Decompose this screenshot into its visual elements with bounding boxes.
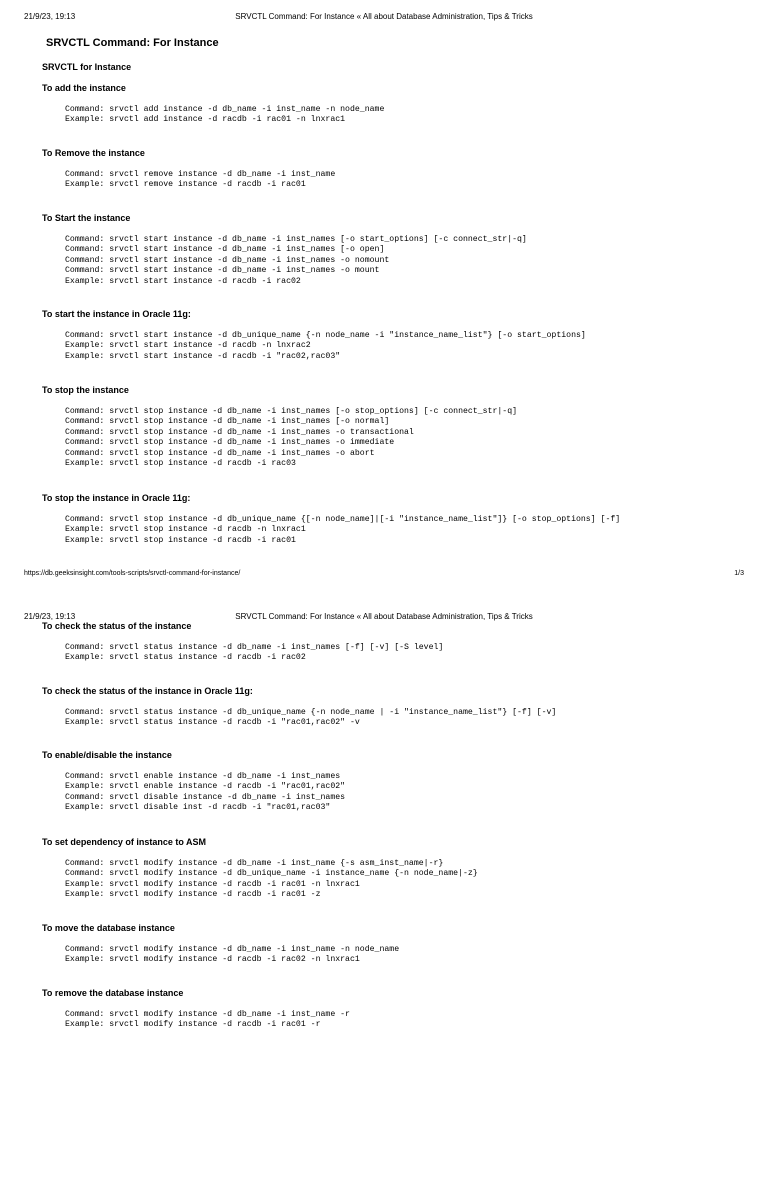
page-title: SRVCTL Command: For Instance — [46, 37, 219, 49]
code-block: Command: srvctl enable instance -d db_name -i inst_names Example: srvctl enable instance -d racdb -i "rac01,rac02" Command: srvctl disable instance -d db_name -i inst_names Example: srvctl disable inst -d racdb -i "rac01,rac03" — [65, 772, 346, 813]
section-add-instance — [42, 82, 742, 126]
section-heading: To enable/disable the instance — [42, 750, 172, 760]
print-date: 21/9/23, 19:13 — [24, 12, 76, 21]
section-remove-instance — [42, 147, 742, 191]
section-enable-disable-instance — [42, 749, 742, 814]
print-date: 21/9/23, 19:13 — [24, 612, 76, 621]
section-heading: To stop the instance in Oracle 11g: — [42, 493, 191, 503]
section-heading: To stop the instance — [42, 385, 129, 395]
code-block: Command: srvctl modify instance -d db_name -i inst_name {-s asm_inst_name|-r} Command: srvctl modify instance -d db_unique_name -i instance_name {-n node_name|-z} Example: srvctl modify instance -d racdb -i rac01 -n lnxrac1 Example: srvctl modify instance -d racdb -i rac01 -z — [65, 859, 478, 900]
code-block: Command: srvctl stop instance -d db_unique_name {[-n node_name]|[-i "instance_name_list"]} [-o stop_options] [-f] Example: srvctl stop instance -d racdb -n lnxrac1 Example: srvctl stop instance -d racdb -i rac01 — [65, 515, 621, 545]
code-block: Command: srvctl status instance -d db_unique_name {-n node_name | -i "instance_name_list"} [-f] [-v] Example: srvctl status instance -d racdb -i "rac01,rac02" -v — [65, 708, 557, 728]
section-remove-database-instance — [42, 987, 742, 1031]
document-title: SRVCTL Command: For Instance « All about Database Administration, Tips & Tricks — [235, 612, 533, 621]
section-start-instance-11g — [42, 308, 742, 362]
code-block: Command: srvctl add instance -d db_name -i inst_name -n node_name Example: srvctl add instance -d racdb -i rac01 -n lnxrac1 — [65, 105, 385, 125]
section-heading: To move the database instance — [42, 923, 175, 933]
code-block: Command: srvctl status instance -d db_name -i inst_names [-f] [-v] [-S level] Example: srvctl status instance -d racdb -i rac02 — [65, 643, 444, 663]
section-heading: To Remove the instance — [42, 148, 145, 158]
code-block: Command: srvctl remove instance -d db_name -i inst_name Example: srvctl remove instance -d racdb -i rac01 — [65, 170, 336, 190]
section-subtitle: SRVCTL for Instance — [42, 62, 132, 72]
code-block: Command: srvctl start instance -d db_unique_name {-n node_name -i "instance_name_list"} [-o start_options] Example: srvctl start instance -d racdb -n lnxrac2 Example: srvctl start instance -d racdb -i "rac02,rac03" — [65, 331, 586, 361]
section-heading: To check the status of the instance in Oracle 11g: — [42, 686, 253, 696]
page-number: 1/3 — [734, 570, 744, 577]
section-move-instance — [42, 922, 742, 966]
section-asm-dependency — [42, 836, 742, 901]
section-heading: To add the instance — [42, 83, 126, 93]
section-status-instance-11g — [42, 685, 742, 729]
document-title: SRVCTL Command: For Instance « All about Database Administration, Tips & Tricks — [235, 12, 533, 21]
section-heading: To set dependency of instance to ASM — [42, 837, 207, 847]
section-heading: To remove the database instance — [42, 988, 184, 998]
section-start-instance — [42, 212, 742, 287]
page-url: https://db.geeksinsight.com/tools-scripts/srvctl-command-for-instance/ — [24, 570, 241, 577]
code-block: Command: srvctl modify instance -d db_name -i inst_name -r Example: srvctl modify instance -d racdb -i rac01 -r — [65, 1010, 350, 1030]
code-block: Command: srvctl start instance -d db_name -i inst_names [-o start_options] [-c connect_str|-q] Command: srvctl start instance -d db_name -i inst_names [-o open] Command: srvctl start instance -d db_name -i inst_names -o nomount Command: srvctl start instance -d db_name -i inst_names -o mount Example: srvctl start instance -d racdb -i rac02 — [65, 235, 527, 286]
pdf-page-2 — [0, 600, 768, 1200]
section-stop-instance — [42, 384, 742, 469]
code-block: Command: srvctl modify instance -d db_name -i inst_name -n node_name Example: srvctl modify instance -d racdb -i rac02 -n lnxrac1 — [65, 945, 400, 965]
section-heading: To start the instance in Oracle 11g: — [42, 309, 191, 319]
page-footer — [24, 570, 744, 582]
page-header — [24, 12, 744, 24]
section-heading: To check the status of the instance — [42, 621, 192, 631]
section-heading: To Start the instance — [42, 213, 131, 223]
section-stop-instance-11g — [42, 492, 742, 546]
section-status-instance — [42, 620, 742, 664]
code-block: Command: srvctl stop instance -d db_name -i inst_names [-o stop_options] [-c connect_str|-q] Command: srvctl stop instance -d db_name -i inst_names [-o normal] Command: srvctl stop instance -d db_name -i inst_names -o transactional Command: srvctl stop instance -d db_name -i inst_names -o immediate Command: srvctl stop instance -d db_name -i inst_names -o abort Example: srvctl stop instance -d racdb -i rac03 — [65, 407, 518, 469]
